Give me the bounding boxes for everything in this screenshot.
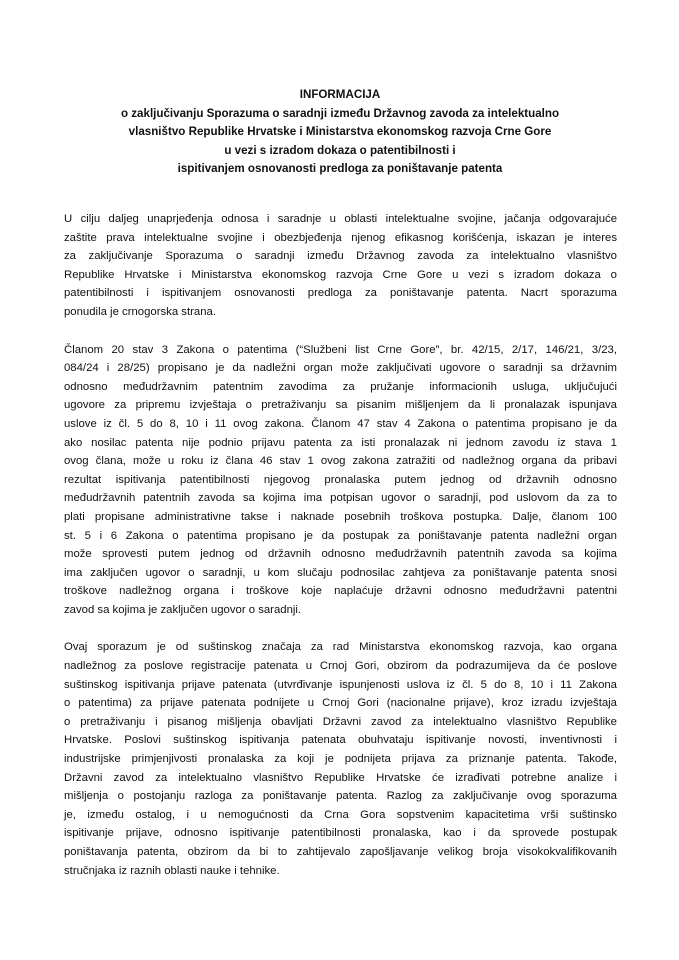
text-line: ponudila je crnogorska strana. <box>64 305 216 318</box>
title-line: u vezi s izradom dokaza o patentibilnosti i <box>224 143 456 157</box>
text-line: poništavanja patenta, obzirom da bi to zahtijevalo zapošljavanje velikog broja visokokvalifikovanih <box>64 846 617 858</box>
text-line: o patentima) za prijave patenata podnijete u Crnoj Gori (nacionalne prijave), kroz izradu izvještaja <box>64 697 617 710</box>
text-line: Ovaj sporazum je od suštinskog značaja za rad Ministarstva ekonomskog razvoja, kao organa <box>64 641 617 654</box>
text-line: je, između ostalog, i u nemogućnosti da Crna Gora sopstvenim kapacitetima vrši suštinsko <box>64 808 617 821</box>
text-line: suštinskog ispitivanja prijave patenata (utvrđivanje ispunjenosti uslova iz čl. 5 do 8, 10 i 11 Zakona <box>64 678 617 691</box>
title-line: ispitivanjem osnovanosti predloga za poništavanje patenta <box>177 162 503 175</box>
title-line: vlasništvo Republike Hrvatske i Ministarstva ekonomskog razvoja Crne Gore <box>128 125 552 138</box>
text-line: ovog člana, može u roku iz člana 46 stav 1 ovog zakona zatražiti od nadležnog organa da pribavi <box>64 455 617 468</box>
text-line: Hrvatske. Poslovi suštinskog ispitivanja patenata obuhvataju ispitivanje novosti, inventivnosti i <box>64 734 617 747</box>
text-line: odnosno međudržavnim patentnim zavodima za pružanje informacionih usluga, uključujući <box>64 380 617 393</box>
text-line: troškove nadležnog organa i troškove koje naplaćuje državni odnosno međudržavni patentni <box>64 585 617 598</box>
text-line: mišljenja o postojanju razloga za poništavanje patenta. Razlog za zaključivanje ovog sporazuma <box>64 790 617 803</box>
text-line: Državni zavod za intelektualno vlasništvo Republike Hrvatske će izrađivati potrebne analize i <box>64 771 617 784</box>
text-line: U cilju daljeg unaprjeđenja odnosa i saradnje u oblasti intelektualne svojine, jačanja odgovarajuće <box>64 213 617 225</box>
text-line: Republike Hrvatske i Ministarstva ekonomskog razvoja Crne Gore u vezi s izradom dokaza o <box>64 268 617 281</box>
text-line: može sprovesti putem jednog od državnih odnosno međudržavnih patentnih zavoda sa kojima <box>64 548 617 561</box>
title-line: o zaključivanju Sporazuma o saradnji između Državnog zavoda za intelektualno <box>120 106 560 120</box>
text-line: ako nosilac patenta nije podnio prijavu patenta za isti pronalazak ni jednom zavodu iz stava 1 <box>64 436 617 449</box>
text-line: uslove iz čl. 5 do 8, 10 i 11 ovog zakona. Članom 47 stav 4 Zakona o patentima propisano je da <box>64 417 617 430</box>
document-body <box>64 210 617 899</box>
text-line: za zaključivanje Sporazuma o saradnji između Državnog zavoda za intelektualno vlasništvo <box>64 250 617 263</box>
text-line: Članom 20 stav 3 Zakona o patentima (“Službeni list Crne Gore”, br. 42/15, 2/17, 146/21, 3/23, <box>64 343 617 356</box>
paragraph-2 <box>64 341 617 620</box>
text-line: stručnjaka iz raznih oblasti nauke i tehnike. <box>64 864 280 877</box>
text-line: rezultat ispitivanja patentibilnosti njegovog pronalaska putem jednog od državnih odnosno <box>64 473 617 486</box>
text-line: ima zaključen ugovor o saradnji, u kom slučaju podnosilac zahtjeva za poništavanje patenta snosi <box>64 566 617 579</box>
text-line: ispitivanje prijave, odnosno ispitivanje patentibilnosti pronalaska, kao i da sprovede postupak <box>64 827 617 840</box>
text-line: zavod sa kojima je zaključen ugovor o saradnji. <box>64 603 302 616</box>
document-title <box>60 86 620 179</box>
text-line: međudržavnih patentnih zavoda sa kojima ima potpisan ugovor o saradnji, pod uslovom da za to <box>64 492 617 505</box>
text-line: patentibilnosti i ispitivanjem osnovanosti predloga za poništavanje patenta. Nacrt sporazuma <box>64 287 617 300</box>
paragraph-1 <box>64 210 617 322</box>
text-line: o pretraživanju i pisanog mišljenja obavljati Državni zavod za intelektualno vlasništvo Republike <box>64 715 617 728</box>
text-line: nadležnog za poslove registracije patenata u Crnoj Gori, obzirom da podrazumijeva da će poslove <box>64 660 617 673</box>
text-line: plati propisane administrativne takse i naknade posebnih troškova postupka. Dalje, članom 100 <box>64 510 617 523</box>
text-line: zaštite prava intelektualne svojine i obezbjeđenja njenog efikasnog korišćenja, iskazan je interes <box>64 231 617 244</box>
text-line: st. 5 i 6 Zakona o patentima propisano je da postupak za poništavanje patenta nadležni organ <box>64 529 617 542</box>
text-line: ugovore za pripremu izvještaja o pretraživanju sa pisanim mišljenjem da li pronalazak ispunjava <box>64 399 617 412</box>
paragraph-3 <box>64 638 617 880</box>
title-line: INFORMACIJA <box>299 88 381 101</box>
text-line: 084/24 i 28/25) propisano je da nadležni organ može zaključivati ugovore o saradnji sa državnim <box>64 362 617 375</box>
text-line: industrijske primjenjivosti pronalaska za koji je podnijeta prijava za priznanje patenta. Takođe, <box>64 753 617 766</box>
